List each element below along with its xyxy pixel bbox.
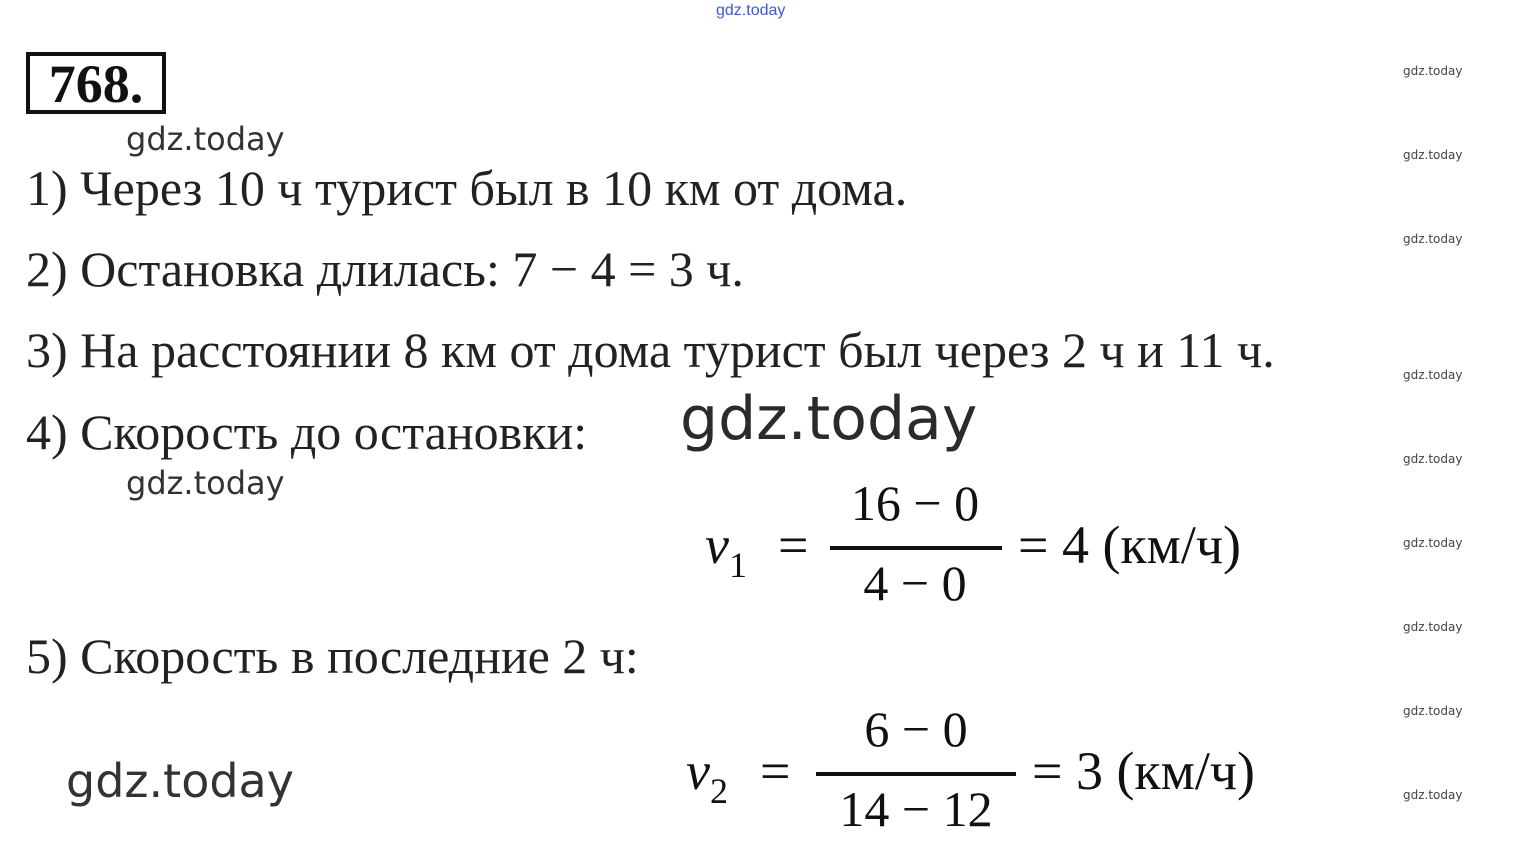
watermark-center: gdz.today	[680, 384, 978, 454]
watermark-side: gdz.today	[1403, 148, 1463, 162]
watermark-mid-left: gdz.today	[126, 464, 285, 502]
formula-v2	[686, 694, 1326, 844]
solution-line-4: 4) Скорость до остановки:	[26, 404, 588, 460]
formula-v1-variable: $v_1$	[705, 515, 747, 585]
watermark-side: gdz.today	[1403, 232, 1463, 246]
formula-v2-variable: $v_2$	[686, 741, 728, 811]
formula-v2-fraction-bar	[816, 772, 1016, 776]
watermark-side: gdz.today	[1403, 64, 1463, 78]
watermark-side: gdz.today	[1403, 452, 1463, 466]
watermark-bottom-left: gdz.today	[66, 754, 294, 808]
solution-line-2: 2) Остановка длилась: 7 − 4 = 3 ч.	[26, 241, 744, 297]
watermark-upper-left: gdz.today	[126, 120, 285, 158]
watermark-side: gdz.today	[1403, 368, 1463, 382]
formula-v2-subscript: 2	[709, 771, 728, 811]
formula-v1	[700, 470, 1320, 620]
formula-v1-result: = 4 (км/ч)	[1018, 515, 1241, 575]
watermark-side: gdz.today	[1403, 788, 1463, 802]
solution-line-3: 3) На расстоянии 8 км от дома турист был через 2 ч и 11 ч.	[26, 322, 1275, 378]
solution-line-1: 1) Через 10 ч турист был в 10 км от дома.	[26, 160, 908, 216]
formula-v1-fraction-bar	[830, 546, 1002, 550]
watermark-top: gdz.today	[716, 2, 786, 19]
formula-v2-denominator: 14 − 12	[839, 781, 993, 837]
formula-v2-equals: =	[760, 741, 791, 801]
formula-v1-denominator: 4 − 0	[863, 555, 967, 611]
watermark-side: gdz.today	[1403, 620, 1463, 634]
watermark-side: gdz.today	[1403, 704, 1463, 718]
formula-v1-subscript: 1	[728, 545, 747, 585]
formula-v2-result: = 3 (км/ч)	[1032, 741, 1255, 801]
formula-v1-equals: =	[778, 515, 809, 575]
formula-v2-numerator: 6 − 0	[864, 701, 968, 757]
formula-v1-numerator: 16 − 0	[850, 475, 980, 531]
problem-number: 768.	[26, 52, 166, 114]
solution-line-5: 5) Скорость в последние 2 ч:	[26, 628, 639, 684]
watermark-side: gdz.today	[1403, 536, 1463, 550]
